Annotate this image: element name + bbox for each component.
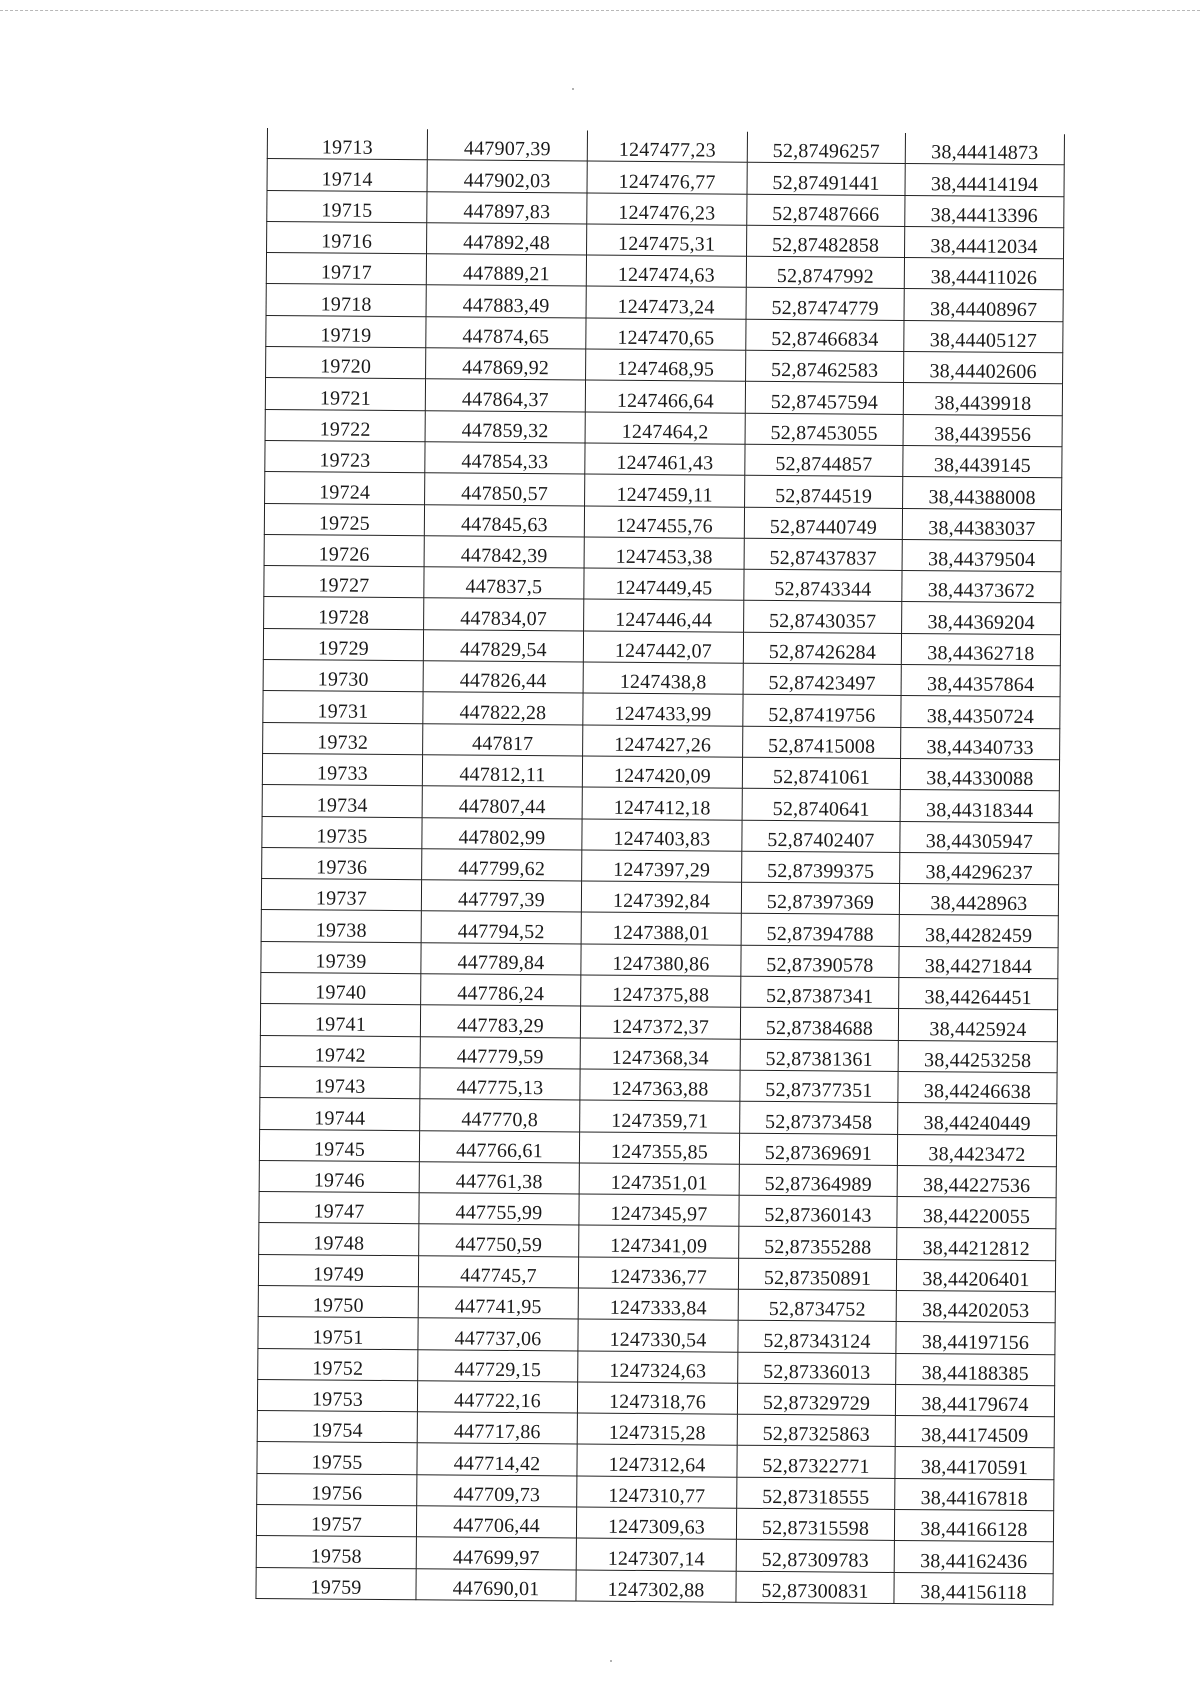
cell-lon: 38,44412034 — [905, 226, 1064, 259]
cell-id: 19727 — [264, 566, 424, 599]
cell-lat: 52,87390578 — [741, 945, 899, 978]
cell-lon: 38,44402606 — [904, 352, 1063, 385]
cell-y: 1247449,45 — [584, 568, 744, 601]
cell-x: 447797,39 — [421, 880, 581, 913]
cell-lon: 38,44369204 — [902, 602, 1061, 635]
cell-id: 19730 — [263, 660, 423, 693]
cell-id: 19759 — [256, 1567, 416, 1600]
cell-y: 1247324,63 — [578, 1351, 738, 1384]
cell-y: 1247380,86 — [581, 944, 741, 977]
cell-lat: 52,87309783 — [736, 1540, 894, 1573]
cell-x: 447869,92 — [426, 348, 586, 381]
cell-y: 1247310,77 — [577, 1476, 737, 1509]
cell-id: 19728 — [264, 597, 424, 630]
cell-x: 447859,32 — [425, 410, 585, 443]
cell-y: 1247345,97 — [579, 1194, 739, 1227]
cell-x: 447766,61 — [419, 1130, 579, 1163]
cell-lat: 52,87453055 — [745, 413, 903, 446]
cell-lon: 38,44206401 — [896, 1259, 1055, 1292]
cell-x: 447750,59 — [419, 1224, 579, 1257]
cell-x: 447826,44 — [423, 661, 583, 694]
cell-y: 1247312,64 — [577, 1444, 737, 1477]
cell-y: 1247330,54 — [578, 1319, 738, 1352]
cell-lat: 52,87394788 — [741, 914, 899, 947]
cell-x: 447902,03 — [427, 160, 587, 193]
cell-id: 19756 — [257, 1473, 417, 1506]
cell-x: 447817 — [423, 723, 583, 756]
cell-x: 447755,99 — [419, 1193, 579, 1226]
cell-lat: 52,87474779 — [746, 288, 904, 321]
cell-lon: 38,44296237 — [900, 852, 1059, 885]
cell-lat: 52,87350891 — [738, 1258, 896, 1291]
cell-y: 1247470,65 — [586, 318, 746, 351]
cell-y: 1247359,71 — [580, 1100, 740, 1133]
cell-lat: 52,87482858 — [747, 225, 905, 258]
cell-x: 447812,11 — [422, 755, 582, 788]
cell-x: 447829,54 — [423, 629, 583, 662]
cell-y: 1247307,14 — [576, 1538, 736, 1571]
cell-lat: 52,87322771 — [737, 1446, 895, 1479]
cell-y: 1247455,76 — [584, 506, 744, 539]
cell-lat: 52,8744857 — [745, 444, 903, 477]
cell-id: 19751 — [258, 1317, 418, 1350]
cell-id: 19716 — [267, 221, 427, 254]
cell-x: 447854,33 — [425, 442, 585, 475]
cell-lat: 52,87377351 — [740, 1070, 898, 1103]
cell-lon: 38,44167818 — [895, 1478, 1054, 1511]
cell-x: 447907,39 — [427, 129, 587, 161]
cell-x: 447775,13 — [420, 1068, 580, 1101]
cell-lon: 38,4425924 — [898, 1009, 1057, 1042]
cell-lon: 38,44362718 — [901, 633, 1060, 666]
cell-y: 1247475,31 — [587, 224, 747, 257]
cell-id: 19739 — [261, 941, 421, 974]
cell-id: 19747 — [259, 1192, 419, 1225]
cell-lon: 38,44318344 — [900, 790, 1059, 823]
cell-lat: 52,87387341 — [741, 976, 899, 1009]
cell-y: 1247309,63 — [576, 1507, 736, 1540]
cell-x: 447714,42 — [417, 1443, 577, 1476]
cell-lon: 38,44414194 — [905, 164, 1064, 197]
cell-id: 19734 — [262, 785, 422, 818]
cell-x: 447745,7 — [418, 1255, 578, 1288]
cell-lat: 52,8741061 — [742, 757, 900, 790]
cell-id: 19748 — [259, 1223, 419, 1256]
cell-x: 447889,21 — [426, 254, 586, 287]
cell-x: 447850,57 — [425, 473, 585, 506]
cell-id: 19744 — [260, 1098, 420, 1131]
cell-lon: 38,44282459 — [899, 915, 1058, 948]
cell-id: 19720 — [266, 347, 426, 380]
cell-y: 1247341,09 — [579, 1225, 739, 1258]
cell-lat: 52,87399375 — [742, 851, 900, 884]
cell-id: 19718 — [266, 284, 426, 317]
cell-x: 447783,29 — [420, 1005, 580, 1038]
cell-lat: 52,87336013 — [738, 1352, 896, 1385]
cell-id: 19722 — [265, 409, 425, 442]
cell-id: 19742 — [260, 1035, 420, 1068]
cell-lat: 52,87437837 — [744, 538, 902, 571]
cell-lat: 52,87318555 — [737, 1477, 895, 1510]
cell-lon: 38,44405127 — [904, 320, 1063, 353]
cell-x: 447883,49 — [426, 285, 586, 318]
cell-id: 19754 — [257, 1411, 417, 1444]
cell-lat: 52,87462583 — [746, 350, 904, 383]
cell-lat: 52,87491441 — [747, 163, 905, 196]
cell-lon: 38,44340733 — [901, 727, 1060, 760]
cell-lon: 38,44202053 — [896, 1290, 1055, 1323]
cell-lon: 38,44271844 — [899, 946, 1058, 979]
cell-x: 447770,8 — [420, 1099, 580, 1132]
cell-lat: 52,87343124 — [738, 1321, 896, 1354]
cell-y: 1247302,88 — [576, 1570, 736, 1603]
scan-speck — [572, 88, 574, 90]
cell-y: 1247412,18 — [582, 787, 742, 820]
scan-speck — [610, 1660, 612, 1662]
cell-x: 447761,38 — [419, 1162, 579, 1195]
cell-lat: 52,87419756 — [743, 695, 901, 728]
cell-x: 447794,52 — [421, 911, 581, 944]
cell-id: 19745 — [259, 1129, 419, 1162]
cell-y: 1247477,23 — [587, 131, 747, 163]
cell-y: 1247363,88 — [580, 1069, 740, 1102]
cell-lon: 38,44305947 — [900, 821, 1059, 854]
cell-lon: 38,44166128 — [894, 1510, 1053, 1543]
cell-lon: 38,44162436 — [894, 1541, 1053, 1574]
cell-id: 19750 — [258, 1285, 418, 1318]
cell-id: 19726 — [264, 534, 424, 567]
cell-lon: 38,44227536 — [897, 1165, 1056, 1198]
cell-x: 447842,39 — [424, 536, 584, 569]
cell-id: 19757 — [256, 1505, 416, 1538]
cell-lat: 52,87381361 — [740, 1039, 898, 1072]
cell-lat: 52,87430357 — [744, 601, 902, 634]
coordinates-table-container — [255, 128, 1064, 1605]
cell-y: 1247368,34 — [580, 1038, 740, 1071]
cell-id: 19725 — [264, 503, 424, 536]
cell-id: 19729 — [263, 628, 423, 661]
cell-x: 447834,07 — [424, 598, 584, 631]
cell-id: 19752 — [258, 1348, 418, 1381]
cell-lon: 38,44188385 — [896, 1353, 1055, 1386]
cell-lat: 52,87360143 — [739, 1195, 897, 1228]
cell-lon: 38,44264451 — [899, 978, 1058, 1011]
cell-lat: 52,8740641 — [742, 788, 900, 821]
cell-lat: 52,87423497 — [743, 663, 901, 696]
cell-id: 19735 — [262, 816, 422, 849]
cell-id: 19737 — [261, 879, 421, 912]
cell-x: 447845,63 — [424, 504, 584, 537]
cell-id: 19724 — [265, 472, 425, 505]
cell-lon: 38,4428963 — [899, 884, 1058, 917]
cell-lat: 52,8744519 — [745, 476, 903, 509]
cell-lon: 38,44408967 — [904, 289, 1063, 322]
cell-lon: 38,44411026 — [904, 258, 1063, 291]
cell-y: 1247446,44 — [584, 599, 744, 632]
cell-lat: 52,87466834 — [746, 319, 904, 352]
cell-x: 447789,84 — [421, 942, 581, 975]
cell-y: 1247476,23 — [587, 193, 747, 226]
cell-x: 447699,97 — [416, 1537, 576, 1570]
cell-lon: 38,44373672 — [902, 571, 1061, 604]
cell-x: 447690,01 — [416, 1568, 576, 1601]
cell-id: 19723 — [265, 440, 425, 473]
cell-id: 19753 — [257, 1379, 417, 1412]
cell-lon: 38,44179674 — [895, 1384, 1054, 1417]
cell-id: 19755 — [257, 1442, 417, 1475]
cell-id: 19746 — [259, 1160, 419, 1193]
cell-y: 1247466,64 — [585, 380, 745, 413]
cell-lon: 38,44246638 — [898, 1071, 1057, 1104]
cell-x: 447864,37 — [425, 379, 585, 412]
cell-x: 447722,16 — [417, 1381, 577, 1414]
cell-lat: 52,87315598 — [736, 1508, 894, 1541]
cell-x: 447729,15 — [418, 1349, 578, 1382]
cell-y: 1247427,26 — [583, 725, 743, 758]
cell-lon: 38,44253258 — [898, 1040, 1057, 1073]
cell-y: 1247397,29 — [582, 850, 742, 883]
cell-lat: 52,8747992 — [746, 256, 904, 289]
cell-lat: 52,87426284 — [743, 632, 901, 665]
cell-lon: 38,44197156 — [896, 1322, 1055, 1355]
cell-x: 447779,59 — [420, 1036, 580, 1069]
cell-x: 447892,48 — [427, 223, 587, 256]
cell-id: 19741 — [260, 1004, 420, 1037]
cell-lat: 52,87369691 — [739, 1133, 897, 1166]
cell-y: 1247442,07 — [583, 631, 743, 664]
cell-lat: 52,8743344 — [744, 569, 902, 602]
cell-y: 1247420,09 — [582, 756, 742, 789]
cell-id: 19721 — [265, 378, 425, 411]
cell-lon: 38,44156118 — [894, 1572, 1053, 1605]
cell-y: 1247336,77 — [578, 1257, 738, 1290]
cell-lat: 52,87496257 — [747, 132, 905, 164]
cell-y: 1247438,8 — [583, 662, 743, 695]
cell-id: 19717 — [266, 253, 426, 286]
cell-lon: 38,44383037 — [902, 508, 1061, 541]
cell-y: 1247464,2 — [585, 412, 745, 445]
cell-y: 1247473,24 — [586, 286, 746, 319]
cell-id: 19713 — [267, 128, 427, 160]
cell-lat: 52,87329729 — [737, 1383, 895, 1416]
cell-lon: 38,44350724 — [901, 696, 1060, 729]
coordinates-table — [255, 128, 1065, 1605]
cell-y: 1247375,88 — [581, 975, 741, 1008]
cell-y: 1247476,77 — [587, 161, 747, 194]
cell-lat: 52,87355288 — [739, 1227, 897, 1260]
cell-lon: 38,4439145 — [903, 445, 1062, 478]
cell-id: 19714 — [267, 159, 427, 192]
cell-lat: 52,8734752 — [738, 1289, 896, 1322]
cell-id: 19743 — [260, 1066, 420, 1099]
cell-y: 1247318,76 — [577, 1382, 737, 1415]
cell-x: 447822,28 — [423, 692, 583, 725]
cell-id: 19749 — [258, 1254, 418, 1287]
cell-id: 19732 — [263, 722, 423, 755]
cell-lon: 38,4439556 — [903, 414, 1062, 447]
cell-y: 1247468,95 — [586, 349, 746, 382]
cell-x: 447737,06 — [418, 1318, 578, 1351]
cell-id: 19719 — [266, 315, 426, 348]
cell-id: 19758 — [256, 1536, 416, 1569]
cell-x: 447802,99 — [422, 817, 582, 850]
cell-lon: 38,44170591 — [895, 1447, 1054, 1480]
cell-y: 1247372,37 — [580, 1006, 740, 1039]
cell-y: 1247355,85 — [579, 1131, 739, 1164]
cell-lat: 52,87457594 — [745, 382, 903, 415]
cell-id: 19736 — [262, 847, 422, 880]
cell-id: 19740 — [261, 972, 421, 1005]
cell-lon: 38,44330088 — [900, 758, 1059, 791]
cell-lat: 52,87364989 — [739, 1164, 897, 1197]
cell-x: 447799,62 — [422, 849, 582, 882]
cell-lat: 52,87440749 — [744, 507, 902, 540]
cell-x: 447807,44 — [422, 786, 582, 819]
cell-lon: 38,4439918 — [903, 383, 1062, 416]
cell-lon: 38,44357864 — [901, 665, 1060, 698]
cell-lon: 38,44379504 — [902, 539, 1061, 572]
cell-lat: 52,87373458 — [740, 1101, 898, 1134]
cell-x: 447706,44 — [416, 1506, 576, 1539]
cell-y: 1247388,01 — [581, 912, 741, 945]
cell-id: 19733 — [262, 753, 422, 786]
cell-x: 447709,73 — [417, 1474, 577, 1507]
cell-y: 1247351,01 — [579, 1163, 739, 1196]
cell-lon: 38,44414873 — [905, 133, 1064, 165]
cell-y: 1247315,28 — [577, 1413, 737, 1446]
cell-lat: 52,87415008 — [743, 726, 901, 759]
cell-lat: 52,87325863 — [737, 1414, 895, 1447]
cell-lon: 38,44174509 — [895, 1416, 1054, 1449]
cell-lon: 38,44240449 — [898, 1103, 1057, 1136]
cell-y: 1247433,99 — [583, 693, 743, 726]
cell-lon: 38,44413396 — [905, 195, 1064, 228]
cell-lat: 52,87397369 — [741, 882, 899, 915]
cell-x: 447717,86 — [417, 1412, 577, 1445]
cell-id: 19715 — [267, 190, 427, 223]
cell-x: 447897,83 — [427, 191, 587, 224]
cell-lat: 52,87384688 — [740, 1008, 898, 1041]
cell-y: 1247459,11 — [585, 474, 745, 507]
cell-lat: 52,87402407 — [742, 820, 900, 853]
cell-lat: 52,87300831 — [736, 1571, 894, 1604]
cell-x: 447741,95 — [418, 1287, 578, 1320]
cell-y: 1247392,84 — [581, 881, 741, 914]
table-row — [256, 1567, 1053, 1605]
cell-lat: 52,87487666 — [747, 194, 905, 227]
scan-top-edge-line — [0, 10, 1200, 11]
coordinates-table-body — [256, 128, 1065, 1605]
cell-id: 19738 — [261, 910, 421, 943]
cell-y: 1247403,83 — [582, 819, 742, 852]
cell-y: 1247333,84 — [578, 1288, 738, 1321]
cell-x: 447786,24 — [421, 974, 581, 1007]
cell-lon: 38,44220055 — [897, 1197, 1056, 1230]
cell-y: 1247474,63 — [586, 255, 746, 288]
cell-x: 447837,5 — [424, 567, 584, 600]
cell-lon: 38,4423472 — [897, 1134, 1056, 1167]
cell-y: 1247461,43 — [585, 443, 745, 476]
cell-x: 447874,65 — [426, 317, 586, 350]
cell-y: 1247453,38 — [584, 537, 744, 570]
cell-lon: 38,44212812 — [897, 1228, 1056, 1261]
cell-id: 19731 — [263, 691, 423, 724]
cell-lon: 38,44388008 — [903, 477, 1062, 510]
